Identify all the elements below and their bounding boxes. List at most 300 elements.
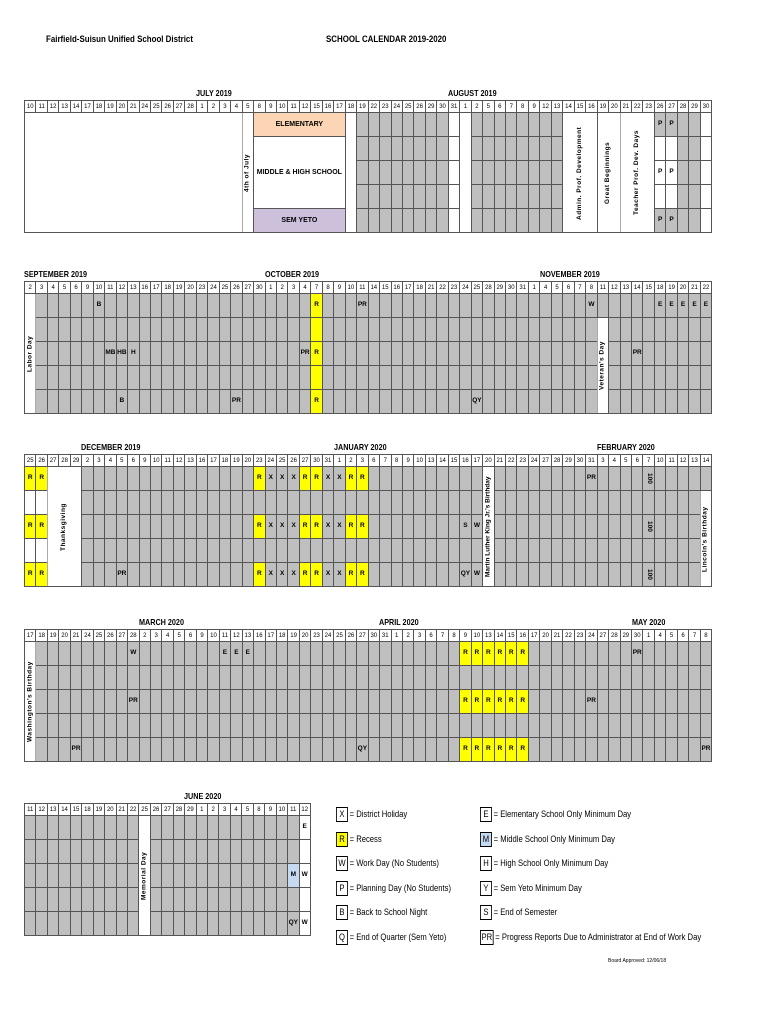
calendar-cell: E: [654, 294, 665, 318]
calendar-cell: [460, 318, 471, 342]
calendar-cell: [162, 912, 173, 936]
calendar-cell: [494, 113, 505, 137]
calendar-cell: [517, 318, 528, 342]
calendar-cell: [437, 294, 448, 318]
calendar-cell: [242, 342, 253, 366]
calendar-cell: [311, 366, 322, 390]
calendar-cell: [460, 491, 471, 515]
calendar-cell: [586, 390, 597, 414]
calendar-cell: [127, 888, 138, 912]
calendar-cell: [689, 563, 700, 587]
calendar-cell: [471, 491, 482, 515]
day-number: 25: [471, 282, 482, 294]
calendar-cell: [700, 642, 711, 666]
calendar-cell: [540, 563, 551, 587]
day-number: 13: [551, 101, 562, 113]
day-number: 4: [105, 455, 116, 467]
calendar-cell: [334, 342, 345, 366]
calendar-cell: [231, 318, 242, 342]
day-number: 8: [700, 630, 711, 642]
day-number: 3: [150, 630, 161, 642]
calendar-cell: [265, 738, 276, 762]
calendar-cell: [483, 113, 494, 137]
day-number: 11: [288, 804, 299, 816]
month-label: OCTOBER 2019: [264, 269, 319, 279]
calendar-cell: [654, 137, 665, 161]
calendar-cell: 100: [643, 563, 654, 587]
calendar-cell: [448, 113, 459, 137]
calendar-cell: [254, 714, 265, 738]
calendar-cell: [448, 161, 459, 185]
calendar-cell: [116, 318, 127, 342]
calendar-cell: [402, 738, 413, 762]
calendar-cell: [368, 515, 379, 539]
calendar-cell: [208, 888, 219, 912]
calendar-cell: [242, 666, 253, 690]
legend-item: [336, 905, 427, 920]
calendar-cell: [242, 738, 253, 762]
calendar-cell: [36, 888, 47, 912]
day-number: 22: [127, 804, 138, 816]
calendar-cell: W: [299, 864, 310, 888]
day-number: 13: [620, 282, 631, 294]
calendar-cell: [105, 666, 116, 690]
day-number: 8: [253, 804, 264, 816]
calendar-cell: [551, 342, 562, 366]
day-number: 23: [380, 101, 391, 113]
calendar-cell: [299, 366, 310, 390]
day-number: 30: [311, 455, 322, 467]
day-number: 20: [609, 101, 620, 113]
calendar-cell: [632, 539, 643, 563]
day-number: 22: [632, 101, 643, 113]
day-number: 8: [448, 630, 459, 642]
calendar-cell: [47, 816, 58, 840]
calendar-cell: [437, 342, 448, 366]
calendar-cell: [643, 294, 654, 318]
calendar-cell: [689, 738, 700, 762]
calendar-cell: [391, 539, 402, 563]
calendar-cell: X: [276, 467, 287, 491]
calendar-cell: [116, 467, 127, 491]
calendar-cell: [620, 714, 631, 738]
day-number: 5: [551, 282, 562, 294]
calendar-cell: [116, 642, 127, 666]
calendar-cell: [574, 294, 585, 318]
calendar-cell: [150, 491, 161, 515]
calendar-cell: [494, 366, 505, 390]
day-number: 25: [25, 455, 36, 467]
calendar-cell: [219, 563, 230, 587]
calendar-cell: [345, 491, 356, 515]
calendar-cell: [93, 864, 104, 888]
day-number: 30: [632, 630, 643, 642]
day-number: 17: [528, 630, 539, 642]
calendar-cell: [265, 840, 276, 864]
calendar-cell: [150, 366, 161, 390]
calendar-cell: [471, 161, 482, 185]
calendar-cell: R: [483, 738, 494, 762]
legend-code-box: W: [336, 856, 348, 871]
calendar-cell: R: [311, 515, 322, 539]
day-number: 1: [460, 101, 471, 113]
calendar-cell: [677, 467, 688, 491]
legend-description: = Back to School Night: [349, 907, 428, 918]
day-number: 2: [402, 630, 413, 642]
day-number: 25: [139, 804, 150, 816]
calendar-cell: [483, 390, 494, 414]
day-number: 23: [196, 282, 207, 294]
calendar-cell: [402, 714, 413, 738]
calendar-cell: [82, 515, 93, 539]
day-number: 8: [586, 282, 597, 294]
calendar-cell: QY: [460, 563, 471, 587]
calendar-cell: [563, 738, 574, 762]
calendar-cell: [609, 491, 620, 515]
calendar-cell: [47, 690, 58, 714]
calendar-cell: [357, 185, 368, 209]
calendar-cell: [322, 491, 333, 515]
calendar-cell: [93, 714, 104, 738]
day-number: 13: [483, 630, 494, 642]
calendar-cell: [700, 161, 711, 185]
calendar-cell: [460, 294, 471, 318]
day-number: 7: [380, 455, 391, 467]
calendar-cell: [540, 539, 551, 563]
calendar-cell: [380, 539, 391, 563]
day-number: 28: [483, 282, 494, 294]
calendar-cell: [219, 390, 230, 414]
calendar-cell: [643, 318, 654, 342]
legend-code-box: PR: [480, 930, 494, 945]
calendar-cell: [334, 666, 345, 690]
calendar-cell: R: [25, 467, 36, 491]
calendar-cell: [437, 209, 448, 233]
day-number: 27: [162, 804, 173, 816]
day-number: 16: [391, 282, 402, 294]
calendar-cell: [139, 515, 150, 539]
calendar-cell: [654, 563, 665, 587]
calendar-cell: [173, 318, 184, 342]
calendar-cell: [59, 390, 70, 414]
calendar-cell: [460, 666, 471, 690]
calendar-cell: [609, 666, 620, 690]
calendar-cell: [609, 642, 620, 666]
day-number: 21: [551, 630, 562, 642]
calendar-cell: R: [494, 690, 505, 714]
day-number: 16: [139, 282, 150, 294]
board-approved-note: Board Approved: 12/06/18: [608, 958, 667, 964]
calendar-cell: 100: [643, 515, 654, 539]
calendar-cell: [402, 563, 413, 587]
calendar-cell: [448, 137, 459, 161]
calendar-cell: [173, 816, 184, 840]
month-label: FEBRUARY 2020: [597, 442, 656, 452]
calendar-cell: [322, 390, 333, 414]
calendar-label: [563, 113, 597, 233]
calendar-cell: [402, 342, 413, 366]
calendar-label-text: Admin. Prof. Development: [575, 125, 583, 220]
calendar-cell: [494, 137, 505, 161]
calendar-cell: [551, 467, 562, 491]
calendar-cell: [414, 690, 425, 714]
day-number: 4: [230, 804, 241, 816]
calendar-cell: [609, 294, 620, 318]
calendar-cell: [196, 738, 207, 762]
calendar-cell: [700, 318, 711, 342]
calendar-cell: [116, 888, 127, 912]
calendar-cell: [528, 467, 539, 491]
calendar-cell: [231, 467, 242, 491]
calendar-cell: X: [276, 563, 287, 587]
day-number: 26: [654, 101, 665, 113]
calendar-cell: [219, 294, 230, 318]
calendar-cell: [173, 539, 184, 563]
calendar-cell: R: [471, 690, 482, 714]
calendar-cell: [36, 390, 47, 414]
day-number: 6: [563, 282, 574, 294]
day-number: 28: [609, 630, 620, 642]
day-number: 28: [59, 455, 70, 467]
calendar-cell: R: [311, 563, 322, 587]
calendar-cell: [689, 209, 700, 233]
day-number: 16: [586, 101, 597, 113]
calendar-cell: [231, 738, 242, 762]
calendar-cell: [574, 318, 585, 342]
calendar-cell: [311, 714, 322, 738]
calendar-label-text: 4th of July: [243, 153, 251, 192]
day-number: 27: [173, 101, 184, 113]
legend-item: [480, 807, 631, 822]
calendar-cell: [47, 864, 58, 888]
day-number: 15: [506, 630, 517, 642]
calendar-cell: [563, 342, 574, 366]
calendar-cell: R: [517, 642, 528, 666]
calendar-cell: [150, 539, 161, 563]
day-number: 13: [47, 804, 58, 816]
calendar-cell: QY: [471, 390, 482, 414]
legend-item: [336, 856, 439, 871]
calendar-cell: [242, 690, 253, 714]
calendar-cell: [253, 888, 264, 912]
calendar-cell: [162, 467, 173, 491]
calendar-label-text: SEM YETO: [281, 217, 318, 224]
day-number: 26: [105, 630, 116, 642]
calendar-cell: [586, 318, 597, 342]
calendar-cell: [563, 666, 574, 690]
calendar-cell: [82, 491, 93, 515]
calendar-cell: [150, 864, 161, 888]
calendar-cell: [196, 539, 207, 563]
calendar-cell: [540, 467, 551, 491]
day-number: 25: [334, 630, 345, 642]
calendar-cell: [414, 666, 425, 690]
day-number: 5: [116, 455, 127, 467]
calendar-cell: [162, 642, 173, 666]
calendar-cell: E: [242, 642, 253, 666]
calendar-cell: [483, 185, 494, 209]
calendar-cell: PR: [357, 294, 368, 318]
calendar-cell: [196, 390, 207, 414]
calendar-cell: [425, 209, 436, 233]
day-number: 9: [528, 101, 539, 113]
calendar-cell: [150, 467, 161, 491]
calendar-cell: [483, 666, 494, 690]
day-number: 19: [666, 282, 677, 294]
calendar-cell: [483, 366, 494, 390]
calendar-cell: [643, 714, 654, 738]
legend-code-box: M: [480, 832, 492, 847]
calendar-cell: [528, 137, 539, 161]
day-number: 29: [494, 282, 505, 294]
day-number: 8: [517, 101, 528, 113]
day-number: 25: [402, 101, 413, 113]
day-number: 26: [150, 804, 161, 816]
calendar-cell: [425, 515, 436, 539]
calendar-cell: [36, 642, 47, 666]
day-number: 3: [219, 101, 230, 113]
calendar-cell: [82, 342, 93, 366]
calendar-cell: [288, 666, 299, 690]
calendar-cell: [528, 690, 539, 714]
day-number: 20: [299, 630, 310, 642]
calendar-cell: [620, 390, 631, 414]
day-number: 15: [448, 455, 459, 467]
calendar-cell: [82, 318, 93, 342]
calendar-cell: [345, 294, 356, 318]
calendar-cell: [368, 185, 379, 209]
calendar-cell: [253, 864, 264, 888]
calendar-cell: [414, 738, 425, 762]
calendar-cell: [677, 137, 688, 161]
calendar-cell: [357, 366, 368, 390]
calendar-cell: [311, 666, 322, 690]
calendar-cell: [276, 642, 287, 666]
calendar-grid: [24, 629, 712, 762]
calendar-cell: [231, 342, 242, 366]
calendar-cell: [254, 642, 265, 666]
calendar-cell: [128, 515, 139, 539]
calendar-cell: [288, 714, 299, 738]
calendar-cell: [528, 366, 539, 390]
calendar-cell: [666, 666, 677, 690]
calendar-cell: PR: [299, 342, 310, 366]
calendar-cell: [574, 342, 585, 366]
calendar-cell: [150, 714, 161, 738]
calendar-cell: [47, 342, 58, 366]
calendar-cell: [208, 563, 219, 587]
day-number: 18: [162, 282, 173, 294]
calendar-cell: [551, 185, 562, 209]
calendar-cell: [139, 539, 150, 563]
calendar-cell: R: [460, 738, 471, 762]
calendar-cell: [59, 666, 70, 690]
calendar-cell: [551, 714, 562, 738]
calendar-cell: [700, 366, 711, 390]
calendar-cell: E: [666, 294, 677, 318]
calendar-cell: [368, 539, 379, 563]
calendar-cell: [380, 137, 391, 161]
calendar-cell: [471, 467, 482, 491]
calendar-label-text: Washington's Birthday: [25, 661, 33, 742]
calendar-cell: [471, 539, 482, 563]
calendar-cell: [494, 467, 505, 491]
calendar-cell: [380, 563, 391, 587]
calendar-cell: [540, 515, 551, 539]
calendar-cell: [345, 666, 356, 690]
calendar-cell: [185, 666, 196, 690]
calendar-cell: [632, 666, 643, 690]
legend-item: [480, 930, 701, 945]
day-number: 19: [357, 101, 368, 113]
calendar-cell: [677, 185, 688, 209]
calendar-cell: [666, 185, 677, 209]
day-number: 16: [322, 101, 333, 113]
calendar-cell: HB: [116, 342, 127, 366]
calendar-label: [620, 113, 654, 233]
month-labels: [24, 267, 712, 281]
calendar-cell: [254, 738, 265, 762]
calendar-cell: [334, 318, 345, 342]
calendar-cell: R: [506, 738, 517, 762]
calendar-cell: [116, 840, 127, 864]
calendar-cell: [322, 366, 333, 390]
calendar-cell: [185, 738, 196, 762]
calendar-cell: [643, 690, 654, 714]
calendar-cell: [574, 738, 585, 762]
calendar-cell: [299, 666, 310, 690]
calendar-cell: [380, 366, 391, 390]
calendar-cell: X: [322, 467, 333, 491]
calendar-cell: [128, 714, 139, 738]
day-number: 20: [540, 630, 551, 642]
calendar-cell: [70, 840, 81, 864]
calendar-cell: [620, 738, 631, 762]
day-number: 6: [632, 455, 643, 467]
day-number: 11: [36, 101, 47, 113]
calendar-cell: [563, 563, 574, 587]
day-number: 21: [70, 630, 81, 642]
calendar-cell: [139, 714, 150, 738]
calendar-cell: S: [460, 515, 471, 539]
calendar-cell: [139, 563, 150, 587]
day-number: 24: [322, 630, 333, 642]
calendar-cell: [128, 491, 139, 515]
calendar-cell: [506, 515, 517, 539]
calendar-label-text: Great Beginnings: [604, 141, 612, 204]
calendar-cell: [196, 864, 207, 888]
calendar-cell: [59, 912, 70, 936]
calendar-cell: [437, 137, 448, 161]
calendar-cell: [540, 342, 551, 366]
calendar-cell: [265, 318, 276, 342]
calendar-cell: [380, 690, 391, 714]
calendar-cell: [173, 840, 184, 864]
calendar-cell: [116, 366, 127, 390]
calendar-cell: [437, 390, 448, 414]
month-labels: [24, 789, 310, 803]
calendar-cell: [654, 366, 665, 390]
calendar-cell: [597, 642, 608, 666]
calendar-cell: [276, 840, 287, 864]
day-number: 31: [586, 455, 597, 467]
calendar-cell: [540, 738, 551, 762]
calendar-cell: [93, 366, 104, 390]
calendar-cell: [105, 690, 116, 714]
calendar-cell: [185, 539, 196, 563]
day-number: 17: [208, 455, 219, 467]
calendar-cell: [230, 912, 241, 936]
